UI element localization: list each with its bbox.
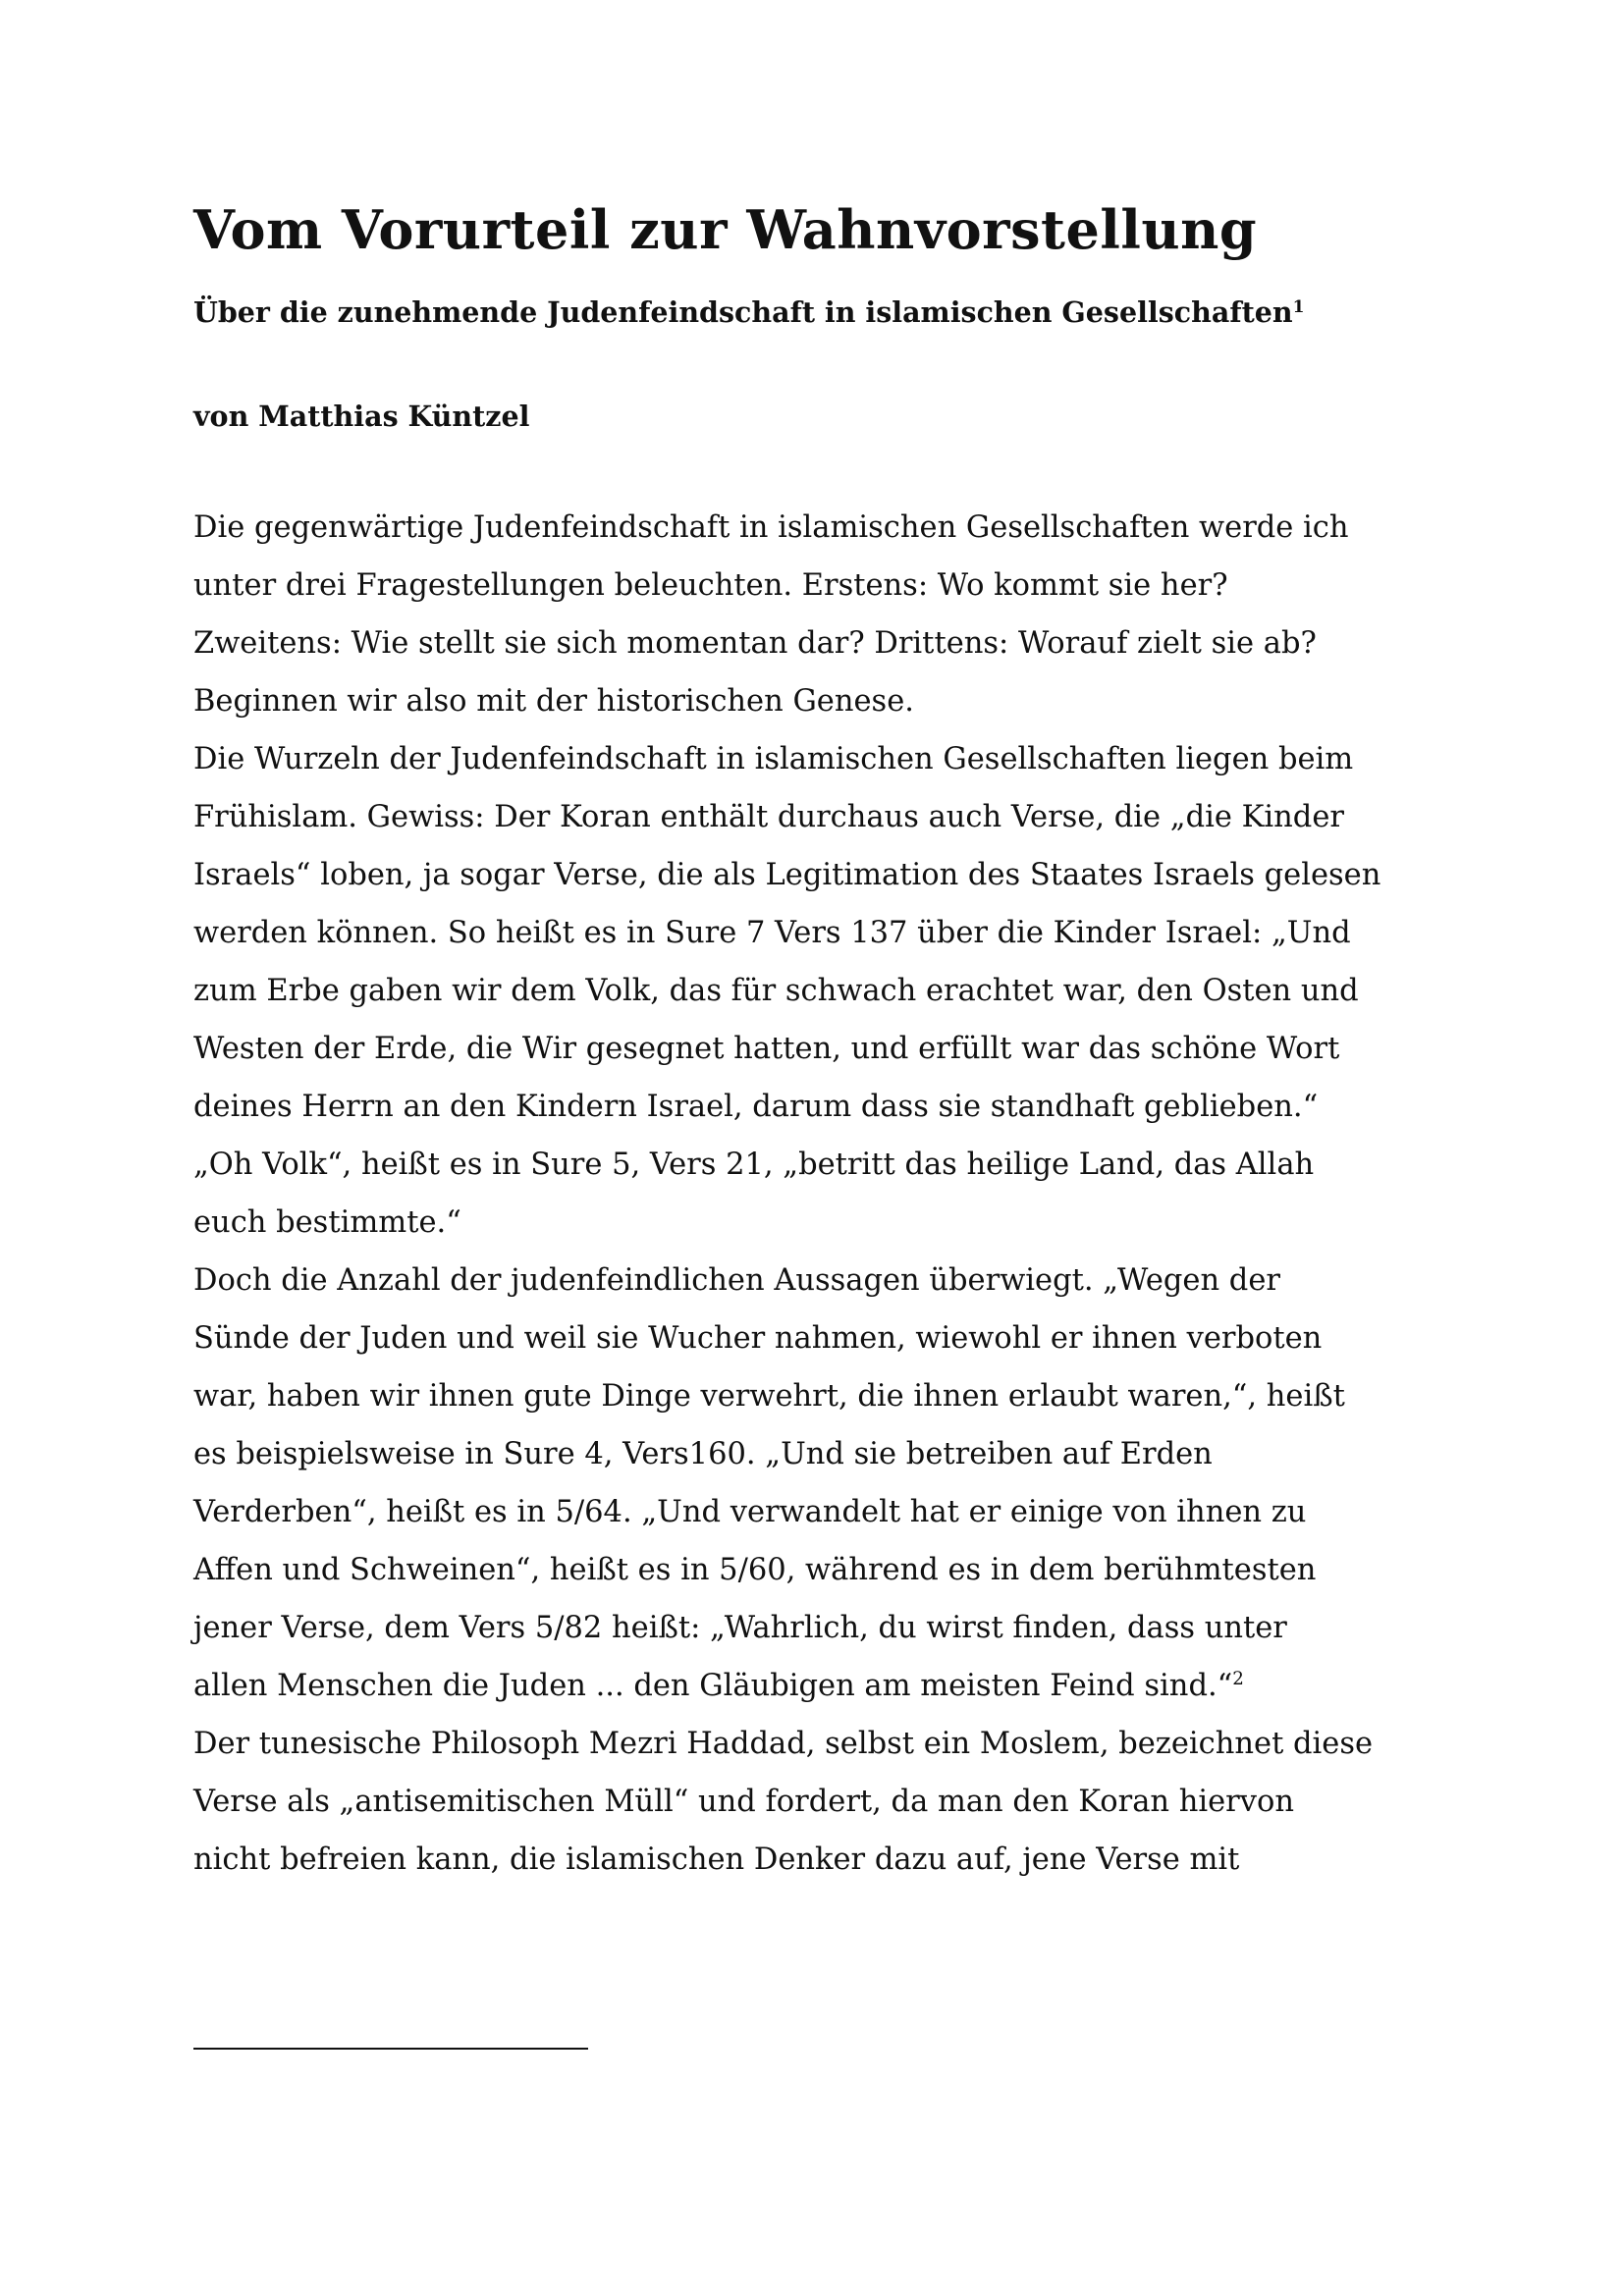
paragraph-3: [193, 1252, 1460, 1715]
text-line: Doch die Anzahl der judenfeindlichen Aussagen überwiegt. „Wegen der: [193, 1263, 1280, 1298]
body-text: [193, 499, 1460, 1889]
document-subtitle: [193, 293, 1460, 332]
text-line: war, haben wir ihnen gute Dinge verwehrt, die ihnen erlaubt waren,“, heißt: [193, 1379, 1345, 1414]
text-line: Affen und Schweinen“, heißt es in 5/60, während es in dem berühmtesten: [193, 1553, 1317, 1587]
text-line: unter drei Fragestellungen beleuchten. Erstens: Wo kommt sie her?: [193, 568, 1228, 603]
text-line: jener Verse, dem Vers 5/82 heißt: „Wahrlich, du wirst finden, dass unter: [193, 1611, 1287, 1645]
text-line: Israels“ loben, ja sogar Verse, die als Legitimation des Staates Israels gelesen: [193, 858, 1381, 892]
document-title: Vom Vorurteil zur Wahnvorstellung: [193, 198, 1258, 261]
footnote-ref-2[interactable]: 2: [1232, 1669, 1244, 1690]
author-line: von Matthias Küntzel: [193, 400, 530, 433]
text-line: Die gegenwärtige Judenfeindschaft in islamischen Gesellschaften werde ich: [193, 510, 1349, 545]
text-line: nicht befreien kann, die islamischen Denker dazu auf, jene Verse mit: [193, 1842, 1240, 1877]
text-line: Die Wurzeln der Judenfeindschaft in islamischen Gesellschaften liegen beim: [193, 742, 1354, 776]
paragraph-2: [193, 730, 1460, 1252]
paragraph-4: [193, 1715, 1460, 1889]
text-line-content: allen Menschen die Juden ... den Gläubigen am meisten Feind sind.“: [193, 1669, 1233, 1703]
text-line: Verderben“, heißt es in 5/64. „Und verwandelt hat er einige von ihnen zu: [193, 1495, 1307, 1529]
footnote-separator: [193, 2048, 588, 2050]
text-line: „Oh Volk“, heißt es in Sure 5, Vers 21, „betritt das heilige Land, das Allah: [193, 1148, 1315, 1182]
text-line: deines Herrn an den Kindern Israel, darum dass sie standhaft geblieben.“: [193, 1090, 1319, 1124]
text-line: Der tunesische Philosoph Mezri Haddad, selbst ein Moslem, bezeichnet diese: [193, 1727, 1374, 1761]
text-line: werden können. So heißt es in Sure 7 Vers 137 über die Kinder Israel: „Und: [193, 916, 1351, 950]
footnote-ref-1[interactable]: 1: [1292, 296, 1305, 317]
paragraph-1: [193, 499, 1460, 730]
text-line: Verse als „antisemitischen Müll“ und fordert, da man den Koran hiervon: [193, 1785, 1294, 1819]
text-line: Zweitens: Wie stellt sie sich momentan dar? Drittens: Worauf zielt sie ab?: [193, 626, 1317, 661]
text-line: [193, 1657, 1460, 1715]
text-line: Beginnen wir also mit der historischen Genese.: [193, 684, 914, 719]
document-page: [193, 194, 1460, 1889]
text-line: Frühislam. Gewiss: Der Koran enthält durchaus auch Verse, die „die Kinder: [193, 800, 1344, 834]
text-line: zum Erbe gaben wir dem Volk, das für schwach erachtet war, den Osten und: [193, 974, 1359, 1008]
text-line: es beispielsweise in Sure 4, Vers160. „Und sie betreiben auf Erden: [193, 1437, 1213, 1471]
text-line: Westen der Erde, die Wir gesegnet hatten, und erfüllt war das schöne Wort: [193, 1032, 1340, 1066]
text-line: Sünde der Juden und weil sie Wucher nahmen, wiewohl er ihnen verboten: [193, 1321, 1323, 1356]
subtitle-text: Über die zunehmende Judenfeindschaft in islamischen Gesellschaften: [193, 295, 1293, 329]
text-line: euch bestimmte.“: [193, 1205, 461, 1240]
